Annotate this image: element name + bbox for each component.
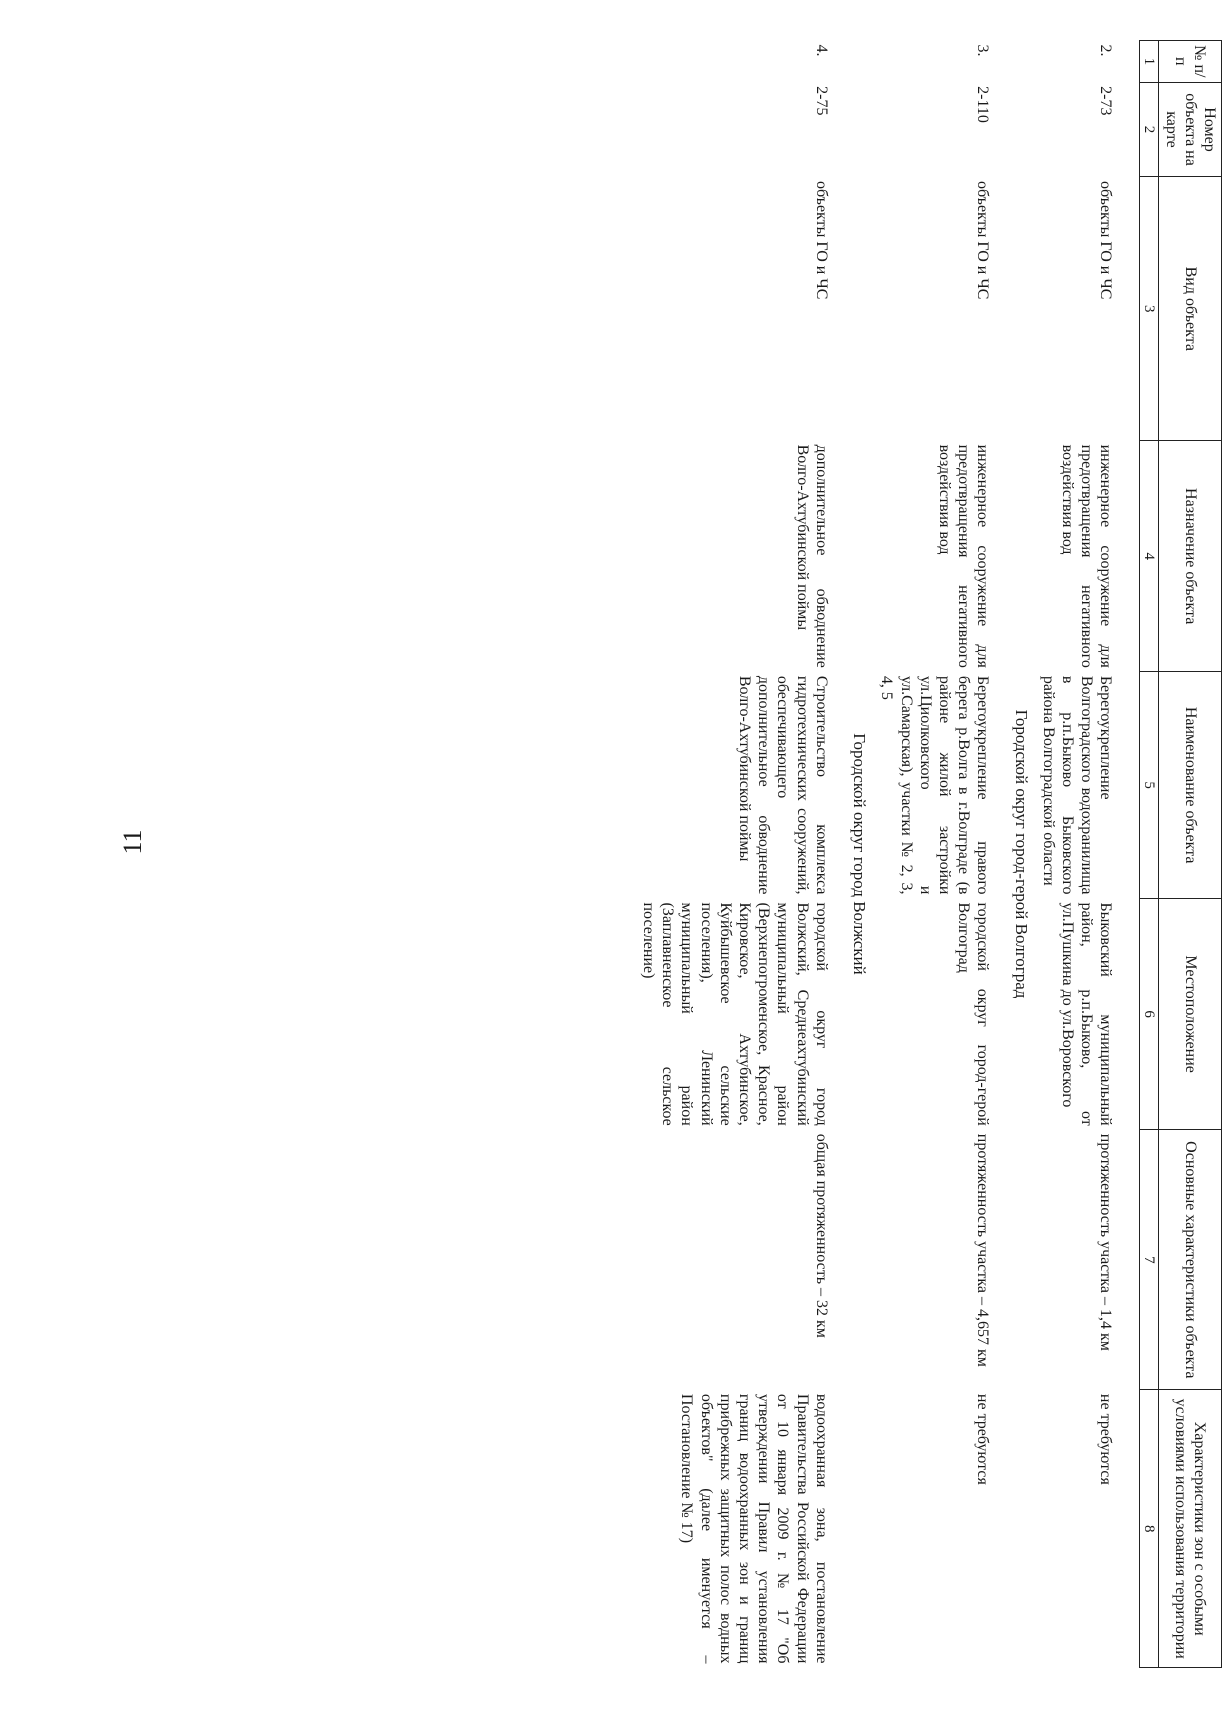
row-zones: не требуются bbox=[1097, 1393, 1115, 1485]
row-map-id: 2-110 bbox=[974, 86, 992, 123]
row-characteristics: протяженность участка – 4,657 км bbox=[974, 1133, 992, 1367]
row-location: городской округ город-герой Волгоград bbox=[955, 902, 992, 1126]
table-row bbox=[875, 41, 998, 1668]
table-row bbox=[637, 41, 837, 1668]
row-purpose: инженерное сооружение для предотвращения негативного воздействия вод bbox=[1059, 444, 1115, 668]
row-purpose: инженерное сооружение для предотвращения негативного воздействия вод bbox=[935, 444, 992, 668]
header-cell-map-id: Номер объекта на карте bbox=[1159, 82, 1222, 177]
row-type: объекты ГО и ЧС bbox=[1097, 180, 1115, 300]
header-cell-location: Местоположение bbox=[1159, 898, 1222, 1129]
header-number: 2 bbox=[1140, 82, 1159, 177]
rotated-table-container bbox=[342, 40, 1222, 1668]
row-type: объекты ГО и ЧС bbox=[974, 180, 992, 300]
header-cell-name: Наименование объекта bbox=[1159, 672, 1222, 899]
table-row bbox=[1037, 41, 1122, 1668]
header-cell-purpose: Назначение объекта bbox=[1159, 441, 1222, 672]
row-zones: водоохранная зона, постановление Правительства Российской Федерации от 10 января 2009 г. № 17 "Об утверждении Правил установления границ водоохранных зон и границ прибрежных защитных полос водных объектов" (далее именуется – Постановление № 17) bbox=[678, 1393, 830, 1664]
section-header-row bbox=[998, 41, 1036, 1668]
section-header: Городской округ город-герой Волгоград bbox=[1011, 709, 1031, 999]
page-number: 11 bbox=[118, 829, 147, 855]
row-num: 2. bbox=[1097, 44, 1115, 57]
header-cell-num: № п/п bbox=[1159, 41, 1222, 83]
header-cell-characteristics: Основные характеристики объекта bbox=[1159, 1130, 1222, 1390]
row-characteristics: общая протяженность – 32 км bbox=[812, 1133, 830, 1338]
header-number: 7 bbox=[1140, 1130, 1159, 1390]
row-name: Берегоукрепление правого берега р.Волга в г.Волграде (в районе жилой застройки ул.Циолковского и ул.Самарская), участки № 2, 3, 4, 5 bbox=[878, 675, 992, 895]
row-num: 3. bbox=[974, 44, 992, 57]
row-zones: не требуются bbox=[974, 1393, 992, 1485]
header-number: 1 bbox=[1140, 41, 1159, 83]
section-header-row bbox=[837, 41, 875, 1668]
row-characteristics: протяженность участка – 1,4 км bbox=[1097, 1133, 1115, 1351]
header-number: 3 bbox=[1140, 177, 1159, 441]
table-header bbox=[1140, 41, 1222, 1668]
row-map-id: 2-73 bbox=[1097, 86, 1115, 116]
header-number: 4 bbox=[1140, 441, 1159, 672]
row-location: городской округ город Волжский, Среднеахтубинский муниципальный район (Верхнепогроменское, Красное, Кировское, Ахтубинское, Куйбышевское сельские поселения), Ленинский муниципальный район (Заплавненское сельское поселение) bbox=[640, 902, 830, 1126]
row-purpose: дополнительное обводнение Волго-Ахтубинской поймы bbox=[793, 444, 830, 668]
row-map-id: 2-75 bbox=[812, 86, 830, 116]
row-name: Берегоукрепление Волгоградского водохранилища в р.п.Быково Быковского района Волгоградской области bbox=[1039, 675, 1115, 895]
header-number: 5 bbox=[1140, 672, 1159, 899]
row-location: Быковский муниципальный район, р.п.Быково, от ул.Пушкина до ул.Воровского bbox=[1059, 902, 1115, 1126]
row-num: 4. bbox=[812, 44, 830, 57]
header-number: 8 bbox=[1140, 1390, 1159, 1668]
objects-table bbox=[637, 40, 1222, 1668]
section-header: Городской округ город Волжский bbox=[850, 733, 870, 975]
row-name: Строительство комплекса гидротехнических сооружений, обеспечивающего дополнительное обводнение Волго-Ахтубинской поймы bbox=[736, 675, 830, 895]
header-cell-zones: Характеристики зон с особыми условиями использования территории bbox=[1159, 1390, 1222, 1668]
header-cell-type: Вид объекта bbox=[1159, 177, 1222, 441]
header-number: 6 bbox=[1140, 898, 1159, 1129]
row-type: объекты ГО и ЧС bbox=[812, 180, 830, 300]
